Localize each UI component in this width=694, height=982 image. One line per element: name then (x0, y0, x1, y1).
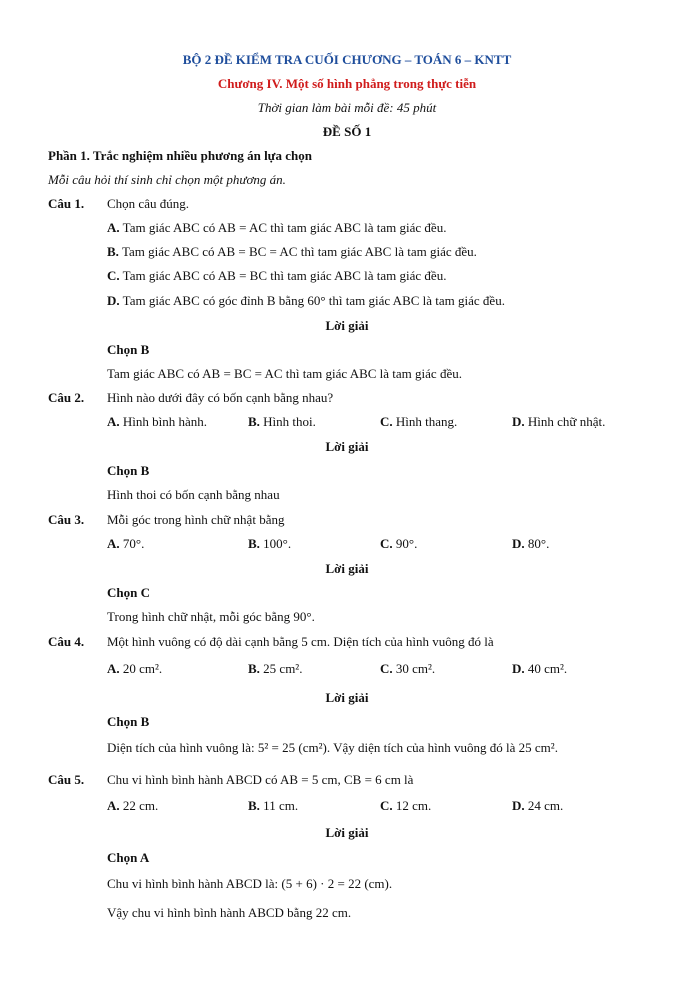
question-label: Câu 3. (48, 512, 85, 527)
option-a: A. 20 cm². (107, 661, 163, 676)
question-label: Câu 2. (48, 390, 85, 405)
solution-label: Lời giải (325, 439, 369, 454)
option-key: C. (107, 268, 120, 283)
option-d: D. 80°. (512, 536, 550, 551)
option-row (107, 536, 667, 552)
option-row (107, 661, 667, 677)
question-text: Mỗi góc trong hình chữ nhật bằng (107, 512, 285, 527)
answer-choice: Chọn B (107, 463, 150, 478)
part-instruction: Mỗi câu hỏi thí sinh chỉ chọn một phương án. (48, 172, 286, 187)
explanation-text: Hình thoi có bốn cạnh bằng nhau (107, 487, 280, 502)
option-text: Tam giác ABC có AB = AC thì tam giác ABC là tam giác đều. (122, 220, 447, 235)
question-text: Một hình vuông có độ dài cạnh bằng 5 cm. Diện tích của hình vuông đó là (107, 634, 494, 649)
option-row (107, 414, 667, 430)
option-text: Tam giác ABC có góc đỉnh B bằng 60° thì tam giác ABC là tam giác đều. (122, 293, 505, 308)
solution-label: Lời giải (325, 318, 369, 333)
chapter-title: Chương IV. Một số hình phẳng trong thực tiễn (217, 76, 477, 91)
option-row (107, 268, 446, 284)
option-c: C. 90°. (380, 536, 418, 551)
answer-choice: Chọn C (107, 585, 150, 600)
option-text: Tam giác ABC có AB = BC = AC thì tam giác ABC là tam giác đều. (121, 244, 477, 259)
option-key: B. (107, 244, 119, 259)
answer-choice: Chọn B (107, 714, 150, 729)
question-label: Câu 4. (48, 634, 85, 649)
option-row (107, 220, 446, 236)
option-d: D. 40 cm². (512, 661, 568, 676)
option-a: A. Hình bình hành. (107, 414, 208, 429)
answer-choice: Chọn A (107, 850, 150, 865)
option-a: A. 22 cm. (107, 798, 159, 813)
time-limit: Thời gian làm bài mỗi đề: 45 phút (257, 100, 437, 115)
solution-label: Lời giải (325, 561, 369, 576)
option-row (107, 293, 505, 309)
option-c: C. Hình thang. (380, 414, 458, 429)
option-b: B. 11 cm. (248, 798, 299, 813)
answer-choice: Chọn B (107, 342, 150, 357)
explanation-text: Chu vi hình bình hành ABCD là: (5 + 6) · 2 = 22 (cm). (107, 876, 393, 891)
question-label: Câu 5. (48, 772, 85, 787)
option-key: D. (107, 293, 120, 308)
option-b: B. 100°. (248, 536, 292, 551)
question-label: Câu 1. (48, 196, 85, 211)
explanation-text: Diện tích của hình vuông là: 5² = 25 (cm²). Vậy diện tích của hình vuông đó là 25 cm². (107, 740, 558, 755)
explanation-text: Vậy chu vi hình bình hành ABCD bằng 22 cm. (107, 905, 352, 920)
option-d: D. Hình chữ nhật. (512, 414, 606, 429)
option-b: B. Hình thoi. (248, 414, 316, 429)
explanation-text: Trong hình chữ nhật, mỗi góc bằng 90°. (107, 609, 315, 624)
explanation-text: Tam giác ABC có AB = BC = AC thì tam giác ABC là tam giác đều. (107, 366, 462, 381)
question-text: Chọn câu đúng. (107, 196, 189, 211)
option-row (107, 244, 477, 260)
option-c: C. 12 cm. (380, 798, 432, 813)
question-text: Chu vi hình bình hành ABCD có AB = 5 cm, CB = 6 cm là (107, 772, 414, 787)
option-c: C. 30 cm². (380, 661, 436, 676)
part-heading: Phần 1. Trắc nghiệm nhiều phương án lựa chọn (48, 148, 312, 163)
solution-label: Lời giải (325, 690, 369, 705)
document-title: BỘ 2 ĐỀ KIỂM TRA CUỐI CHƯƠNG – TOÁN 6 – KNTT (182, 52, 512, 67)
option-d: D. 24 cm. (512, 798, 564, 813)
exam-number: ĐỀ SỐ 1 (322, 124, 372, 139)
option-a: A. 70°. (107, 536, 145, 551)
option-key: A. (107, 220, 120, 235)
option-b: B. 25 cm². (248, 661, 303, 676)
option-text: Tam giác ABC có AB = BC thì tam giác ABC là tam giác đều. (122, 268, 447, 283)
question-text: Hình nào dưới đây có bốn cạnh bằng nhau? (107, 390, 334, 405)
option-row (107, 798, 667, 814)
solution-label: Lời giải (325, 825, 369, 840)
